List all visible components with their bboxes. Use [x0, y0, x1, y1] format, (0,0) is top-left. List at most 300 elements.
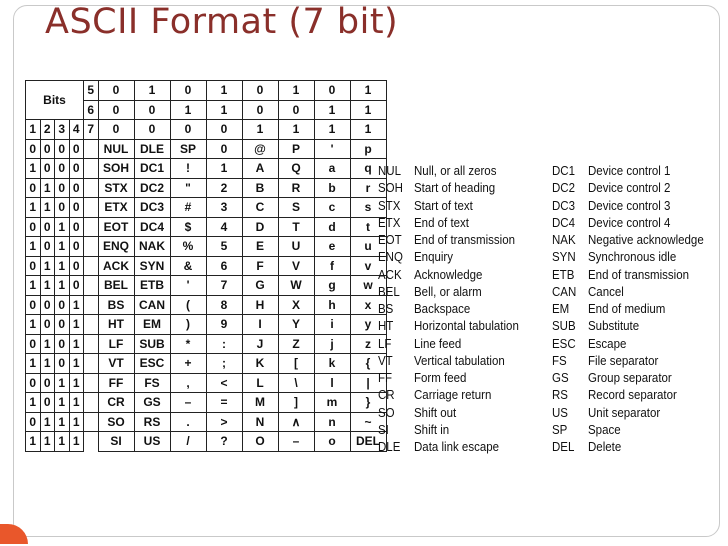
bit-value: 1: [55, 373, 70, 393]
bit-value: 0: [55, 354, 70, 374]
legend-abbr: SOH: [378, 181, 403, 196]
table-row: [26, 393, 387, 413]
legend-abbr: STX: [378, 198, 401, 213]
bit-value: 1: [26, 354, 41, 374]
char-cell: LF: [98, 334, 134, 354]
bit-value: 1: [55, 432, 70, 452]
legend-right: [552, 163, 714, 456]
bit-value: 0: [69, 178, 84, 198]
spacer-cell: [84, 276, 99, 296]
char-cell: D: [242, 217, 278, 237]
bits-label: Bits: [26, 81, 84, 120]
spacer-cell: [84, 373, 99, 393]
header-row-bit5: [26, 81, 387, 101]
bit-number-header: 3: [55, 120, 70, 140]
char-cell: US: [134, 432, 170, 452]
legend-desc: Substitute: [588, 319, 640, 334]
legend-abbr: NAK: [552, 233, 576, 247]
bit5-header: 0: [242, 81, 278, 101]
legend-abbr: DC2: [552, 181, 576, 196]
char-cell: RS: [134, 412, 170, 432]
legend-item: [378, 353, 528, 370]
bit-value: 0: [69, 217, 84, 237]
spacer-cell: [84, 159, 99, 179]
char-cell: x: [350, 295, 386, 315]
legend-abbr: SYN: [552, 250, 576, 265]
bit-value: 0: [55, 159, 70, 179]
legend-abbr: DEL: [552, 440, 575, 454]
legend-desc: Device control 3: [588, 198, 671, 213]
table-row: [26, 412, 387, 432]
legend-item: [552, 422, 714, 439]
char-cell: ∧: [278, 412, 314, 432]
legend-abbr: ETB: [552, 267, 575, 282]
char-cell: j: [314, 334, 350, 354]
char-cell: Z: [278, 334, 314, 354]
legend-abbr: BEL: [378, 284, 400, 299]
char-cell: F: [242, 256, 278, 276]
char-cell: ACK: [98, 256, 134, 276]
bit-value: 0: [69, 276, 84, 296]
char-cell: VT: [98, 354, 134, 374]
char-cell: Q: [278, 159, 314, 179]
legend-abbr: EM: [552, 302, 570, 316]
char-cell: ): [170, 315, 206, 335]
char-cell: T: [278, 217, 314, 237]
char-cell: z: [350, 334, 386, 354]
bit-value: 0: [26, 178, 41, 198]
char-cell: HT: [98, 315, 134, 335]
char-cell: 8: [206, 295, 242, 315]
char-cell: FS: [134, 373, 170, 393]
bit-value: 1: [40, 432, 55, 452]
spacer-cell: [84, 412, 99, 432]
bit-value: 1: [55, 256, 70, 276]
char-cell: i: [314, 315, 350, 335]
bit-value: 1: [40, 354, 55, 374]
legend-item: [552, 318, 714, 335]
legend-desc: Backspace: [414, 302, 471, 316]
legend-abbr: GS: [552, 371, 569, 385]
header-row-bit7: [26, 120, 387, 140]
char-cell: FF: [98, 373, 134, 393]
bit-value: 1: [40, 256, 55, 276]
bit6-header: 0: [134, 100, 170, 120]
legend-item: [378, 198, 528, 215]
char-cell: CAN: [134, 295, 170, 315]
char-cell: ,: [170, 373, 206, 393]
char-cell: EOT: [98, 217, 134, 237]
char-cell: (: [170, 295, 206, 315]
bit-value: 0: [40, 159, 55, 179]
bit-value: 0: [26, 412, 41, 432]
char-cell: \: [278, 373, 314, 393]
legend-item: [378, 301, 528, 318]
bit-number-header: 2: [40, 120, 55, 140]
char-cell: v: [350, 256, 386, 276]
char-cell: 5: [206, 237, 242, 257]
bit-value: 0: [69, 198, 84, 218]
bit-value: 0: [26, 334, 41, 354]
bit-value: 0: [69, 256, 84, 276]
spacer-cell: [84, 334, 99, 354]
char-cell: NAK: [134, 237, 170, 257]
char-cell: Y: [278, 315, 314, 335]
char-cell: q: [350, 159, 386, 179]
char-cell: r: [350, 178, 386, 198]
legend-abbr: ACK: [378, 267, 402, 282]
bit-value: 1: [26, 315, 41, 335]
bit-value: 1: [69, 334, 84, 354]
char-cell: a: [314, 159, 350, 179]
char-cell: ': [170, 276, 206, 296]
char-cell: SOH: [98, 159, 134, 179]
char-cell: ?: [206, 432, 242, 452]
bit-value: 0: [55, 139, 70, 159]
bit-value: 0: [69, 159, 84, 179]
legend-item: [378, 267, 528, 284]
slide-title: ASCII Format (7 bit): [45, 2, 399, 42]
bit7-header: 0: [206, 120, 242, 140]
bit-value: 0: [55, 315, 70, 335]
bit-value: 0: [40, 139, 55, 159]
table-row: [26, 354, 387, 374]
legend-desc: File separator: [588, 353, 659, 368]
bit6-header: 6: [84, 100, 99, 120]
bit-value: 1: [40, 198, 55, 218]
spacer-cell: [84, 178, 99, 198]
legend-desc: Start of heading: [414, 181, 496, 196]
char-cell: @: [242, 139, 278, 159]
table-row: [26, 159, 387, 179]
char-cell: 9: [206, 315, 242, 335]
legend-desc: Escape: [588, 336, 627, 351]
bit6-header: 0: [278, 100, 314, 120]
bit-value: 1: [69, 412, 84, 432]
char-cell: .: [170, 412, 206, 432]
legend-desc: Carriage return: [414, 388, 492, 403]
bit-value: 0: [26, 256, 41, 276]
bit5-header: 0: [98, 81, 134, 101]
bit7-header: 0: [170, 120, 206, 140]
char-cell: }: [350, 393, 386, 413]
char-cell: 7: [206, 276, 242, 296]
char-cell: G: [242, 276, 278, 296]
char-cell: W: [278, 276, 314, 296]
bit7-header: 1: [350, 120, 386, 140]
char-cell: s: [350, 198, 386, 218]
char-cell: SYN: [134, 256, 170, 276]
bit6-header: 1: [350, 100, 386, 120]
char-cell: ENQ: [98, 237, 134, 257]
bit-value: 1: [55, 217, 70, 237]
legend-desc: Start of text: [414, 198, 473, 213]
bit-value: 0: [40, 295, 55, 315]
legend-abbr: ETX: [378, 215, 401, 230]
legend-desc: End of medium: [588, 302, 666, 316]
bit-value: 1: [26, 237, 41, 257]
legend-item: [552, 370, 714, 387]
char-cell: ]: [278, 393, 314, 413]
legend-abbr: SUB: [552, 319, 576, 334]
legend-abbr: FF: [378, 371, 393, 385]
bit7-header: 0: [134, 120, 170, 140]
char-cell: DC3: [134, 198, 170, 218]
bit-value: 1: [26, 159, 41, 179]
legend-abbr: CR: [378, 388, 395, 403]
legend-abbr: FS: [552, 353, 567, 368]
bit-value: 0: [26, 217, 41, 237]
bit-value: 1: [26, 198, 41, 218]
char-cell: *: [170, 334, 206, 354]
char-cell: SO: [98, 412, 134, 432]
char-cell: –: [278, 432, 314, 452]
legend-desc: Horizontal tabulation: [414, 319, 519, 334]
bit-value: 0: [40, 217, 55, 237]
char-cell: K: [242, 354, 278, 374]
bit6-header: 1: [314, 100, 350, 120]
char-cell: V: [278, 256, 314, 276]
bit-value: 0: [26, 373, 41, 393]
char-cell: b: [314, 178, 350, 198]
char-cell: H: [242, 295, 278, 315]
legend-item: [552, 387, 714, 404]
char-cell: E: [242, 237, 278, 257]
char-cell: 4: [206, 217, 242, 237]
char-cell: STX: [98, 178, 134, 198]
table-row: [26, 432, 387, 452]
char-cell: DLE: [134, 139, 170, 159]
char-cell: DEL: [350, 432, 386, 452]
char-cell: I: [242, 315, 278, 335]
char-cell: EM: [134, 315, 170, 335]
legend-abbr: DC4: [552, 215, 576, 230]
legend-desc: Record separator: [588, 388, 677, 403]
char-cell: k: [314, 354, 350, 374]
bit-value: 0: [55, 178, 70, 198]
bit-value: 1: [55, 237, 70, 257]
legend-item: [552, 180, 714, 197]
ascii-table: [25, 80, 387, 452]
char-cell: X: [278, 295, 314, 315]
legend-item: [552, 198, 714, 215]
legend-abbr: LF: [378, 336, 392, 351]
legend-item: [552, 215, 714, 232]
table-row: [26, 373, 387, 393]
spacer-cell: [84, 432, 99, 452]
bit-number-header: 4: [69, 120, 84, 140]
char-cell: e: [314, 237, 350, 257]
bit6-header: 1: [170, 100, 206, 120]
char-cell: y: [350, 315, 386, 335]
bit7-header: 1: [242, 120, 278, 140]
legend-desc: Bell, or alarm: [414, 284, 482, 299]
bit-value: 1: [40, 412, 55, 432]
char-cell: ': [314, 139, 350, 159]
char-cell: 2: [206, 178, 242, 198]
char-cell: NUL: [98, 139, 134, 159]
char-cell: $: [170, 217, 206, 237]
char-cell: {: [350, 354, 386, 374]
spacer-cell: [84, 237, 99, 257]
char-cell: +: [170, 354, 206, 374]
char-cell: 1: [206, 159, 242, 179]
bit6-header: 1: [206, 100, 242, 120]
table-row: [26, 198, 387, 218]
legend-item: [378, 422, 528, 439]
table-row: [26, 276, 387, 296]
legend-abbr: US: [552, 405, 568, 420]
char-cell: 6: [206, 256, 242, 276]
char-cell: ~: [350, 412, 386, 432]
bit5-header: 5: [84, 81, 99, 101]
bit-value: 1: [55, 412, 70, 432]
char-cell: #: [170, 198, 206, 218]
char-cell: ETB: [134, 276, 170, 296]
legend-desc: Device control 2: [588, 181, 671, 196]
table-row: [26, 256, 387, 276]
legend-abbr: SI: [378, 422, 389, 437]
legend-desc: End of transmission: [414, 233, 515, 247]
char-cell: SP: [170, 139, 206, 159]
legend-abbr: EOT: [378, 233, 402, 247]
char-cell: A: [242, 159, 278, 179]
char-cell: GS: [134, 393, 170, 413]
char-cell: C: [242, 198, 278, 218]
legend-item: [378, 387, 528, 404]
bit6-header: 0: [98, 100, 134, 120]
bit-value: 1: [26, 432, 41, 452]
legend-item: [552, 439, 714, 456]
legend-item: [378, 336, 528, 353]
bit-value: 1: [55, 276, 70, 296]
bit5-header: 0: [170, 81, 206, 101]
bit-value: 1: [69, 393, 84, 413]
legend-item: [552, 301, 714, 318]
bit6-header: 0: [242, 100, 278, 120]
char-cell: g: [314, 276, 350, 296]
bit-value: 1: [26, 393, 41, 413]
char-cell: 0: [206, 139, 242, 159]
legend-desc: Enquiry: [414, 250, 453, 265]
legend-abbr: NUL: [378, 164, 402, 178]
char-cell: &: [170, 256, 206, 276]
legend-desc: Negative acknowledge: [588, 233, 704, 247]
char-cell: P: [278, 139, 314, 159]
bit-value: 1: [69, 354, 84, 374]
legend-desc: Space: [588, 422, 621, 437]
char-cell: =: [206, 393, 242, 413]
legend-desc: Shift in: [414, 422, 450, 437]
char-cell: –: [170, 393, 206, 413]
bit-value: 0: [55, 295, 70, 315]
bit-value: 0: [69, 237, 84, 257]
bit7-header: 7: [84, 120, 99, 140]
char-cell: BS: [98, 295, 134, 315]
char-cell: DC1: [134, 159, 170, 179]
legend-item: [378, 232, 528, 249]
legend-desc: End of text: [414, 215, 469, 230]
legend-desc: Device control 1: [588, 164, 671, 178]
bit5-header: 1: [350, 81, 386, 101]
legend-desc: End of transmission: [588, 267, 689, 282]
bit-value: 0: [26, 139, 41, 159]
legend-desc: Vertical tabulation: [414, 353, 505, 368]
char-cell: SUB: [134, 334, 170, 354]
legend-left: [378, 163, 528, 456]
legend-desc: Group separator: [588, 371, 672, 385]
legend-item: [378, 284, 528, 301]
bit7-header: 0: [98, 120, 134, 140]
legend-item: [378, 180, 528, 197]
char-cell: h: [314, 295, 350, 315]
char-cell: [: [278, 354, 314, 374]
legend-abbr: BS: [378, 302, 394, 316]
char-cell: |: [350, 373, 386, 393]
spacer-cell: [84, 315, 99, 335]
bit7-header: 1: [314, 120, 350, 140]
spacer-cell: [84, 295, 99, 315]
char-cell: B: [242, 178, 278, 198]
char-cell: c: [314, 198, 350, 218]
char-cell: f: [314, 256, 350, 276]
char-cell: ESC: [134, 354, 170, 374]
spacer-cell: [84, 393, 99, 413]
char-cell: L: [242, 373, 278, 393]
spacer-cell: [84, 256, 99, 276]
char-cell: %: [170, 237, 206, 257]
legend-item: [378, 163, 528, 180]
legend-item: [552, 336, 714, 353]
char-cell: w: [350, 276, 386, 296]
legend-item: [378, 370, 528, 387]
spacer-cell: [84, 354, 99, 374]
legend-desc: Form feed: [414, 371, 467, 385]
spacer-cell: [84, 217, 99, 237]
char-cell: DC2: [134, 178, 170, 198]
char-cell: <: [206, 373, 242, 393]
table-row: [26, 178, 387, 198]
bit-value: 0: [69, 139, 84, 159]
char-cell: ": [170, 178, 206, 198]
legend-desc: Null, or all zeros: [414, 164, 497, 178]
table-row: [26, 334, 387, 354]
bit-value: 1: [40, 334, 55, 354]
legend-item: [552, 284, 714, 301]
char-cell: m: [314, 393, 350, 413]
table-row: [26, 217, 387, 237]
legend-abbr: DLE: [378, 440, 401, 454]
legend-abbr: HT: [378, 319, 394, 334]
spacer-cell: [84, 139, 99, 159]
bit-number-header: 1: [26, 120, 41, 140]
char-cell: DC4: [134, 217, 170, 237]
legend-abbr: SP: [552, 422, 568, 437]
bit-value: 1: [69, 373, 84, 393]
legend-abbr: VT: [378, 353, 393, 368]
char-cell: !: [170, 159, 206, 179]
char-cell: 3: [206, 198, 242, 218]
legend-desc: Device control 4: [588, 215, 671, 230]
bit-value: 0: [40, 237, 55, 257]
legend-abbr: DC3: [552, 198, 576, 213]
legend-item: [552, 353, 714, 370]
bit5-header: 1: [134, 81, 170, 101]
legend-item: [378, 249, 528, 266]
legend-item: [552, 232, 714, 249]
char-cell: ETX: [98, 198, 134, 218]
char-cell: M: [242, 393, 278, 413]
